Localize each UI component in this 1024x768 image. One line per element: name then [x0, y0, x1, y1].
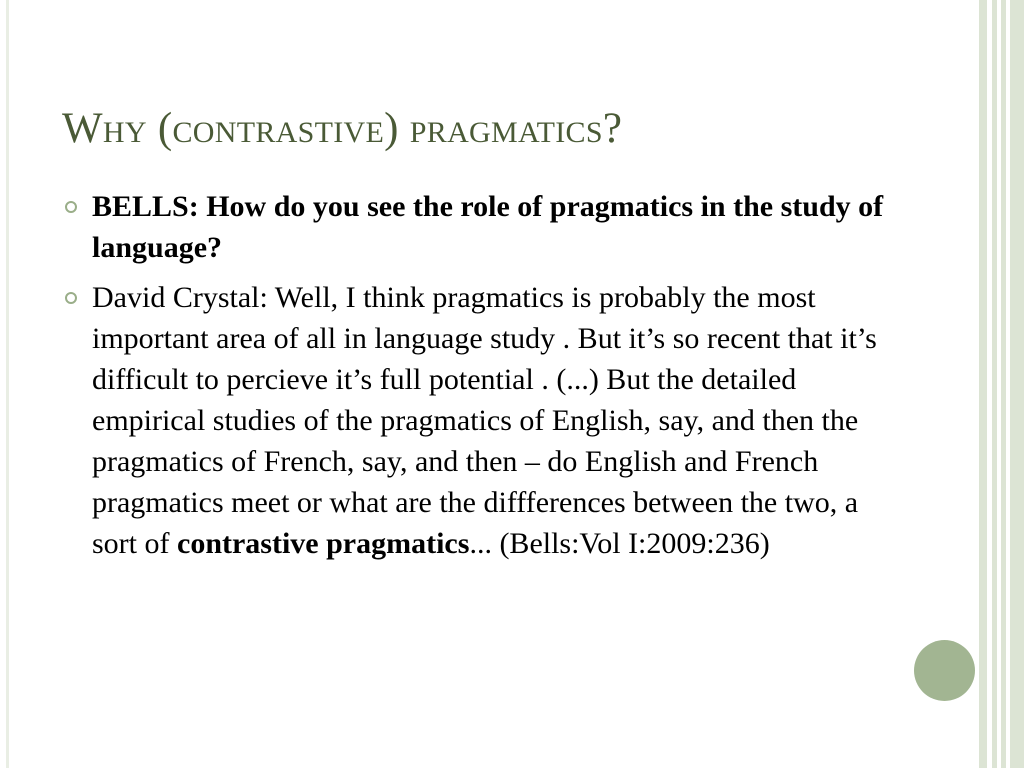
- answer-text: David Crystal: Well, I think pragmatics is probably the most important area of all in language study . But it’s so recent that it’s difficult to percieve it’s full potential . (...) But the detailed empirical studies of the pragmatics of English, say, and then the pragmatics of French, say, and then – do English and French pragmatics meet or what are the diffferences between the two, a sort of: [92, 281, 877, 560]
- right-decor-stripe: [1010, 0, 1024, 768]
- answer-emphasis: contrastive pragmatics: [177, 527, 470, 560]
- bullet-item-question: [62, 186, 892, 268]
- right-decor-stripe: [979, 0, 987, 768]
- slide-title: Why (contrastive) pragmatics?: [62, 105, 623, 152]
- bullet-list: [62, 186, 892, 564]
- bullet-ring-icon: [65, 292, 77, 304]
- left-border-line: [6, 0, 9, 768]
- bullet-ring-icon: [65, 201, 77, 213]
- bullet-item-answer: [62, 277, 892, 564]
- interview-question: BELLS: How do you see the role of pragmatics in the study of language?: [92, 190, 884, 264]
- answer-citation: ... (Bells:Vol I:2009:236): [469, 527, 770, 560]
- decorative-circle: [914, 640, 975, 701]
